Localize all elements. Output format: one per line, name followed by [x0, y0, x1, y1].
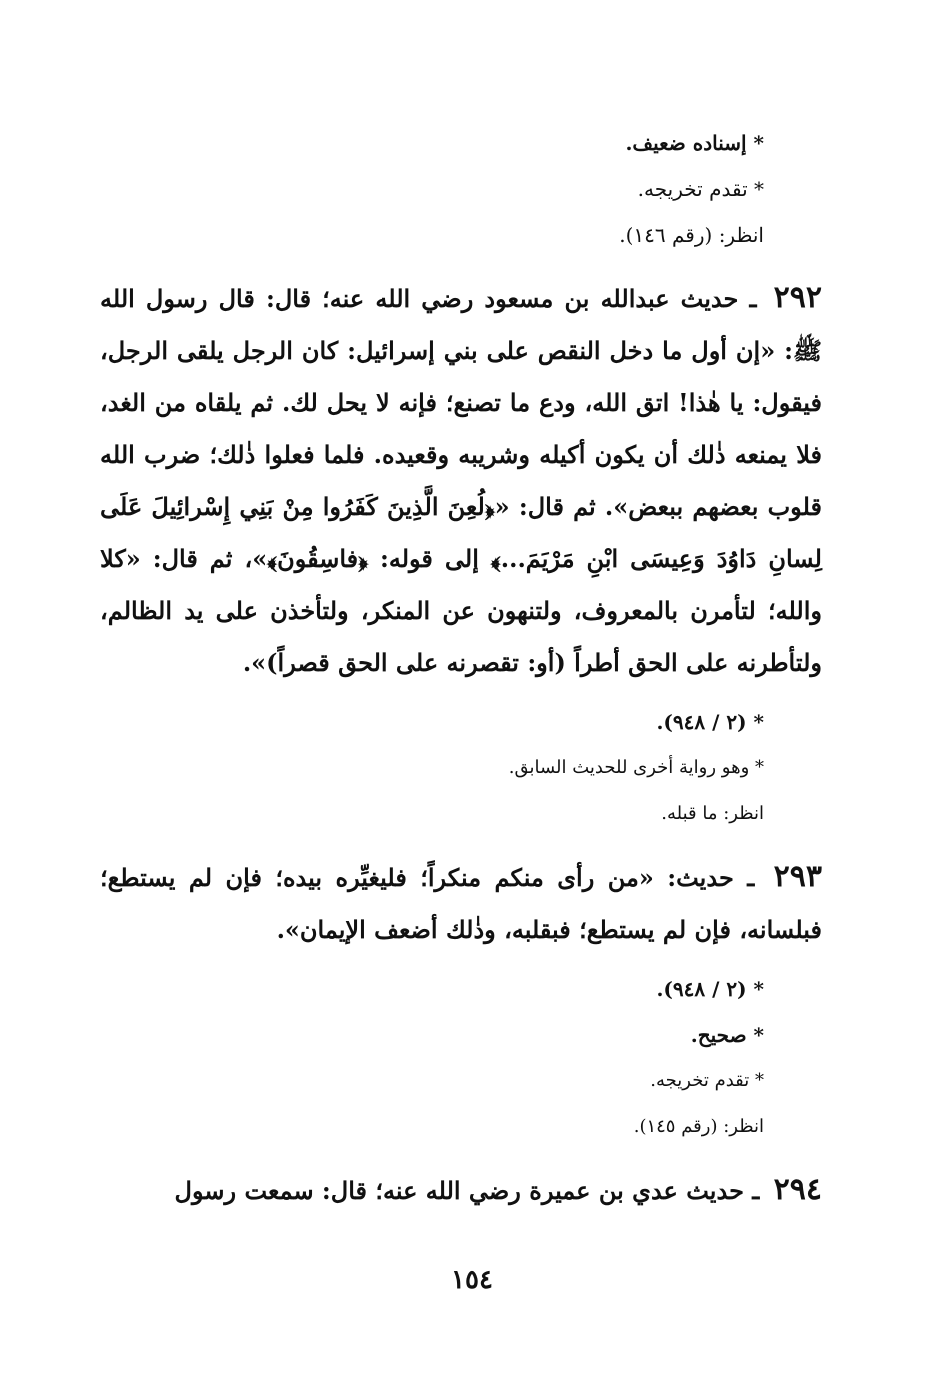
note-line: * تقدم تخريجه.	[650, 1070, 764, 1091]
hadith-number: ٢٩٣	[773, 859, 822, 894]
hadith-entry	[100, 851, 822, 956]
note-line: انظر: (رقم ١٤٦).	[619, 223, 764, 247]
hadith-number: ٢٩٤	[773, 1172, 822, 1207]
notes-block	[100, 699, 822, 837]
hadith-entry	[100, 272, 822, 689]
note-line: * صحيح.	[690, 1023, 764, 1047]
hadith-entry	[100, 1164, 822, 1217]
note-line: * تقدم تخريجه.	[637, 177, 764, 201]
note-line: * (٢ / ٩٤٨).	[656, 977, 764, 1001]
page-number: ١٥٤	[451, 1265, 493, 1295]
hadith-text: ـ حديث: «من رأى منكم منكراً؛ فليغيِّره بيده؛ فإن لم يستطع؛ فبلسانه، فإن لم يستطع؛ فبقلبه، وذٰلك أضعف الإيمان».	[100, 863, 822, 944]
hadith-number: ٢٩٢	[773, 280, 822, 315]
note-line: * إسناده ضعيف.	[625, 131, 764, 155]
note-line: انظر: ما قبله.	[661, 803, 764, 824]
note-line: انظر: (رقم ١٤٥).	[633, 1116, 764, 1137]
note-line: * (٢ / ٩٤٨).	[656, 710, 764, 734]
hadith-text: ـ حديث عدي بن عميرة رضي الله عنه؛ قال: سمعت رسول	[174, 1176, 760, 1205]
hadith-text: ـ حديث عبدالله بن مسعود رضي الله عنه؛ قال: قال رسول الله ﷺ: «إن أول ما دخل النقص على بني إسرائيل: كان الرجل يلقى الرجل، فيقول: يا هٰذا! اتق الله، ودع ما تصنع؛ فإنه لا يحل لك. ثم يلقاه من الغد، فلا يمنعه ذٰلك أن يكون أكيله وشريبه وقعيده. فلما فعلوا ذٰلك؛ ضرب الله قلوب بعضهم ببعض». ثم قال: «﴿لُعِنَ الَّذِينَ كَفَرُوا مِنْ بَنِي إِسْرائِيلَ عَلَى لِسانِ دَاوُدَ وَعِيسَى ابْنِ مَرْيَمَ...﴾ إلى قوله: ﴿فاسِقُونَ﴾»، ثم قال: «كلا والله؛ لتأمرن بالمعروف، ولتنهون عن المنكر، ولتأخذن على يد الظالم، ولتأطرنه على الحق أطراً (أو: تقصرنه على الحق قصراً)».	[100, 284, 822, 677]
page-body	[100, 120, 822, 1227]
notes-block	[100, 120, 822, 258]
note-line: * وهو رواية أخرى للحديث السابق.	[508, 757, 764, 778]
notes-block	[100, 966, 822, 1150]
